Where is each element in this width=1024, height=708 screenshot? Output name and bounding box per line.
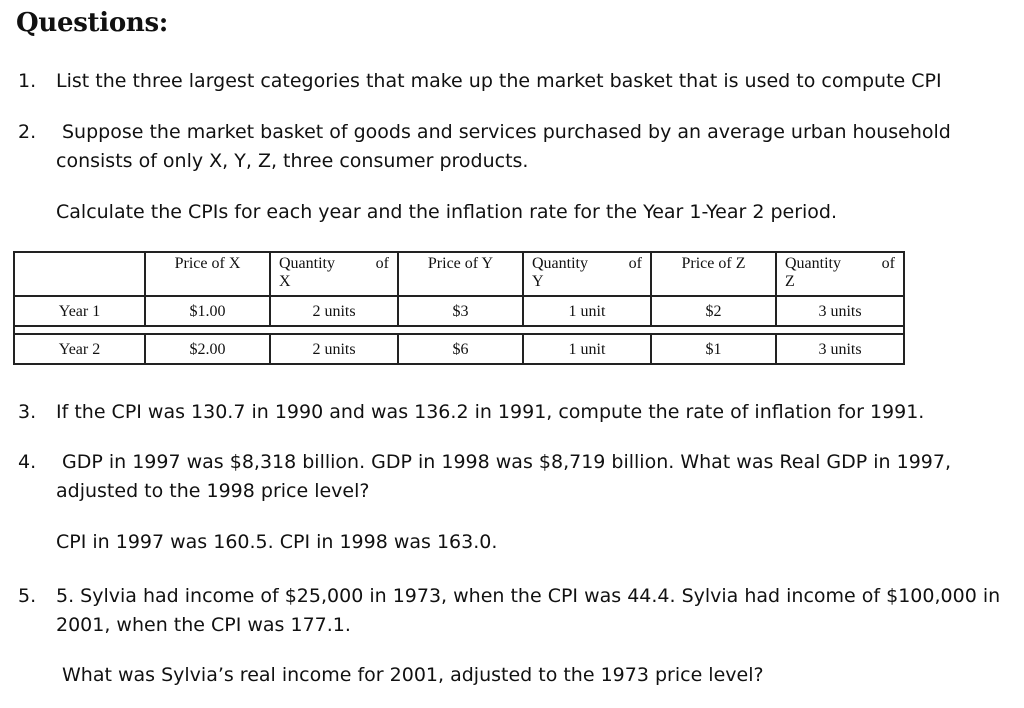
table-cell: $6 bbox=[398, 334, 523, 364]
table-cell: $3 bbox=[398, 296, 523, 326]
header-word: Quantity bbox=[785, 255, 841, 272]
table-spacer-cell bbox=[14, 326, 904, 334]
table-cell: 2 units bbox=[270, 296, 398, 326]
header-word: of bbox=[375, 255, 389, 272]
table-cell: 3 units bbox=[776, 296, 904, 326]
table-header-price-z: Price of Z bbox=[651, 252, 776, 296]
table-cell: 1 unit bbox=[523, 334, 651, 364]
header-word: Y bbox=[532, 273, 544, 290]
table-header-price-x: Price of X bbox=[145, 252, 270, 296]
question-2-number: 2. bbox=[18, 121, 37, 143]
question-2-instruction: Calculate the CPIs for each year and the inflation rate for the Year 1-Year 2 period. bbox=[56, 201, 838, 223]
table-cell: 3 units bbox=[776, 334, 904, 364]
table-cell: $2 bbox=[651, 296, 776, 326]
table-cell: Year 2 bbox=[14, 334, 145, 364]
question-4-cpi-line: CPI in 1997 was 160.5. CPI in 1998 was 163.0. bbox=[56, 531, 498, 553]
table-header-empty bbox=[14, 252, 145, 296]
table-row-year-1 bbox=[14, 296, 904, 326]
question-5-line-1: 5. Sylvia had income of $25,000 in 1973, when the CPI was 44.4. Sylvia had income of $100,000 in bbox=[56, 585, 1001, 607]
table-header-price-y: Price of Y bbox=[398, 252, 523, 296]
table-spacer-row bbox=[14, 326, 904, 334]
header-word: Z bbox=[785, 273, 795, 290]
question-4-line-1: GDP in 1997 was $8,318 billion. GDP in 1998 was $8,719 billion. What was Real GDP in 1997, bbox=[62, 451, 952, 473]
question-4-number: 4. bbox=[18, 451, 37, 473]
question-2-line-2: consists of only X, Y, Z, three consumer products. bbox=[56, 150, 529, 172]
question-5-number: 5. bbox=[18, 585, 37, 607]
table-cell: $1 bbox=[651, 334, 776, 364]
question-1-text: List the three largest categories that make up the market basket that is used to compute CPI bbox=[56, 70, 942, 92]
header-word: Quantity bbox=[532, 255, 588, 272]
table-header-quantity-z bbox=[776, 252, 904, 296]
header-word: Quantity bbox=[279, 255, 335, 272]
question-3-number: 3. bbox=[18, 401, 37, 423]
price-quantity-table bbox=[13, 251, 905, 365]
question-5-question: What was Sylvia’s real income for 2001, adjusted to the 1973 price level? bbox=[62, 664, 764, 686]
table-header-quantity-y bbox=[523, 252, 651, 296]
question-3-text: If the CPI was 130.7 in 1990 and was 136.2 in 1991, compute the rate of inflation for 1991. bbox=[56, 401, 925, 423]
header-word: of bbox=[881, 255, 895, 272]
table-cell: 1 unit bbox=[523, 296, 651, 326]
table-row-year-2 bbox=[14, 334, 904, 364]
page-heading: Questions: bbox=[16, 8, 169, 38]
table-cell: Year 1 bbox=[14, 296, 145, 326]
header-word: of bbox=[628, 255, 642, 272]
header-word: X bbox=[279, 273, 291, 290]
question-2-line-1: Suppose the market basket of goods and services purchased by an average urban household bbox=[62, 121, 951, 143]
table-header-quantity-x bbox=[270, 252, 398, 296]
table-cell: 2 units bbox=[270, 334, 398, 364]
table-cell: $2.00 bbox=[145, 334, 270, 364]
table-cell: $1.00 bbox=[145, 296, 270, 326]
question-4-line-2: adjusted to the 1998 price level? bbox=[56, 480, 370, 502]
question-1-number: 1. bbox=[18, 70, 37, 92]
table-header-row bbox=[14, 252, 904, 296]
question-5-line-2: 2001, when the CPI was 177.1. bbox=[56, 614, 351, 636]
